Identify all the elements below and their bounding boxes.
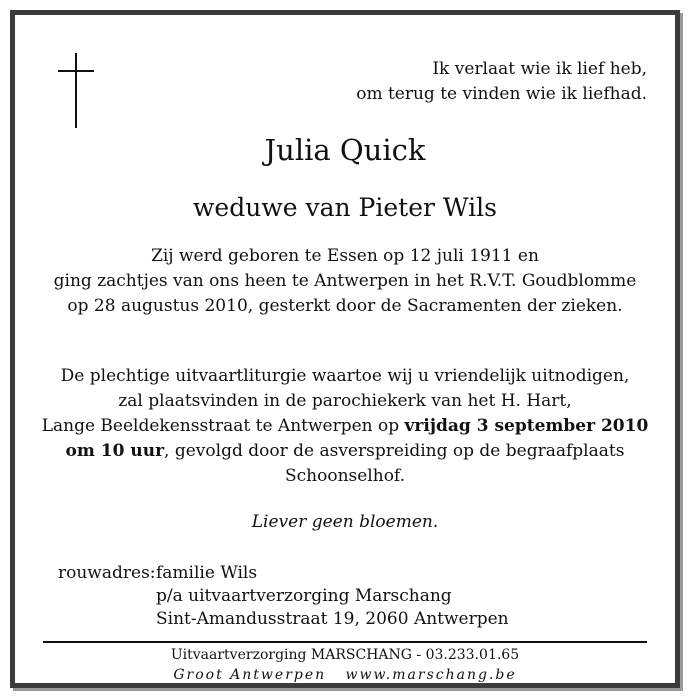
address-line-3: Sint-Amandusstraat 19, 2060 Antwerpen: [156, 609, 509, 629]
birth-death-line-3: op 28 augustus 2010, gesterkt door de Sacramenten der zieken.: [67, 296, 623, 316]
footer-region-website: [15, 667, 675, 683]
footer-company: Uitvaartverzorging MARSCHANG - 03.233.01.65: [170, 647, 520, 663]
motto-line-2: om terug te vinden wie ik liefhad.: [356, 84, 647, 104]
motto: [356, 57, 647, 107]
funeral-paragraph: [15, 364, 675, 489]
motto-line-1: Ik verlaat wie ik lief heb,: [432, 59, 647, 79]
funeral-time: om 10 uur: [65, 441, 165, 461]
cross-icon-horizontal: [58, 70, 94, 72]
footer-website: www.marschang.be: [345, 667, 517, 683]
funeral-date: vrijdag 3 september 2010: [404, 416, 649, 436]
funeral-location: Lange Beeldekensstraat te Antwerpen op: [41, 416, 405, 436]
funeral-burial-text: , gevolgd door de asverspreiding op de begraafplaats: [164, 441, 625, 461]
footer-divider: [43, 641, 647, 643]
address-line-1: familie Wils: [156, 563, 258, 583]
address-line-2: p/a uitvaartverzorging Marschang: [156, 586, 452, 606]
deceased-relation: weduwe van Pieter Wils: [193, 193, 497, 222]
birth-death-line-2: ging zachtjes van ons heen te Antwerpen in het R.V.T. Goudblomme: [53, 271, 637, 291]
footer-region: Groot Antwerpen: [173, 667, 327, 683]
funeral-line-1: De plechtige uitvaartliturgie waartoe wij u vriendelijk uitnodigen,: [60, 366, 630, 386]
death-notice-card: [10, 10, 680, 688]
address-label: rouwadres:: [58, 563, 156, 583]
birth-death-line-1: Zij werd geboren te Essen op 12 juli 1911 en: [151, 246, 539, 266]
flowers-note: Liever geen bloemen.: [251, 512, 439, 532]
funeral-line-4: [15, 439, 675, 464]
birth-death-paragraph: [15, 244, 675, 319]
funeral-line-3: [15, 414, 675, 439]
cross-icon-vertical: [75, 53, 77, 128]
deceased-name: Julia Quick: [264, 133, 426, 167]
funeral-line-5: Schoonselhof.: [284, 466, 406, 486]
funeral-line-2: zal plaatsvinden in de parochiekerk van het H. Hart,: [118, 391, 572, 411]
